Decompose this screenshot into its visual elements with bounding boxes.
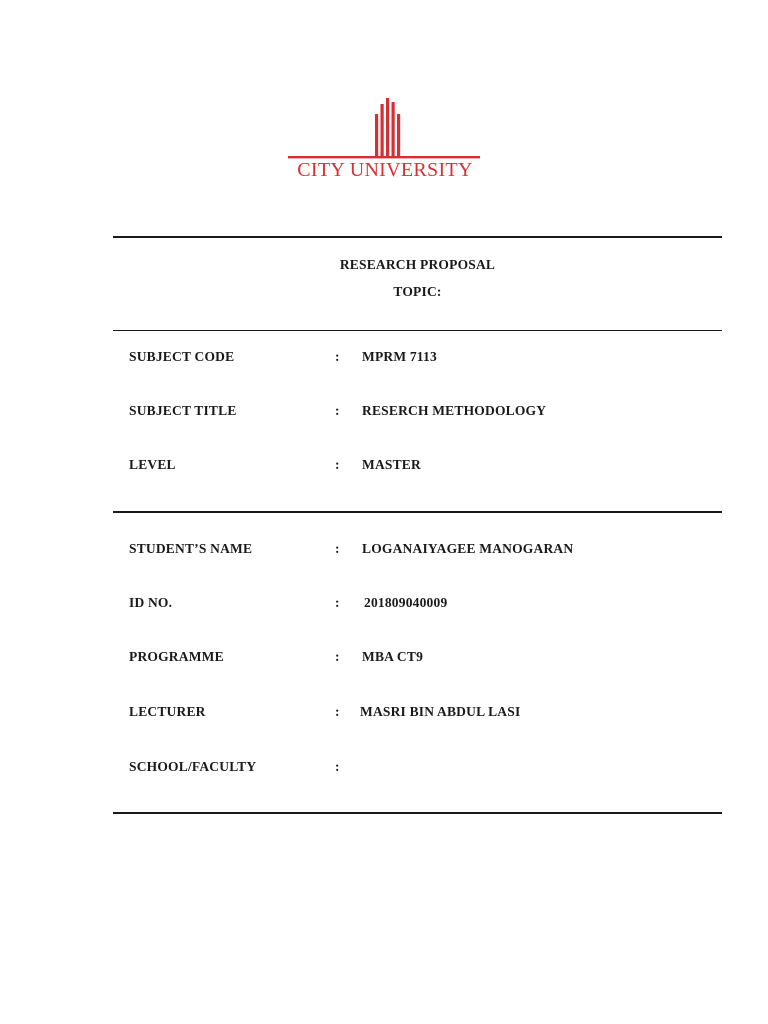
field-separator: :: [335, 649, 340, 664]
school-faculty-row: [0, 758, 768, 776]
top-rule: [113, 236, 722, 238]
lecturer-row: [0, 703, 768, 721]
field-separator: :: [335, 595, 340, 610]
field-value: MBA CT9: [362, 649, 424, 664]
field-value: RESERCH METHODOLOGY: [362, 403, 547, 418]
tower-logo-icon: [286, 96, 482, 162]
bottom-rule: [113, 812, 722, 814]
field-separator: :: [335, 457, 340, 472]
field-label: SCHOOL/FACULTY: [129, 759, 257, 774]
field-label: PROGRAMME: [129, 649, 224, 664]
logo-wordmark: CITY UNIVERSITY: [297, 159, 473, 181]
field-value: 201809040009: [364, 595, 448, 610]
field-label: LEVEL: [129, 457, 176, 472]
university-logo: [286, 96, 482, 188]
field-value: MASRI BIN ABDUL LASI: [360, 704, 521, 719]
field-label: LECTURER: [129, 704, 206, 719]
field-separator: :: [335, 541, 340, 556]
header-divider: [113, 330, 722, 331]
level-row: [0, 456, 768, 474]
field-label: SUBJECT TITLE: [129, 403, 237, 418]
programme-row: [0, 648, 768, 666]
field-separator: :: [335, 403, 340, 418]
id-row: [0, 594, 768, 612]
field-separator: :: [335, 704, 340, 719]
field-label: SUBJECT CODE: [129, 349, 235, 364]
section-divider: [113, 511, 722, 513]
topic-label: TOPIC:: [393, 284, 442, 299]
subject-code-row: [0, 348, 768, 366]
field-value: MASTER: [362, 457, 421, 472]
field-value: LOGANAIYAGEE MANOGARAN: [362, 541, 574, 556]
field-value: MPRM 7113: [362, 349, 437, 364]
field-label: STUDENT’S NAME: [129, 541, 253, 556]
field-separator: :: [335, 759, 340, 774]
document-title: RESEARCH PROPOSAL: [339, 257, 496, 272]
field-separator: :: [335, 349, 340, 364]
field-label: ID NO.: [129, 595, 173, 610]
student-name-row: [0, 540, 768, 558]
subject-title-row: [0, 402, 768, 420]
